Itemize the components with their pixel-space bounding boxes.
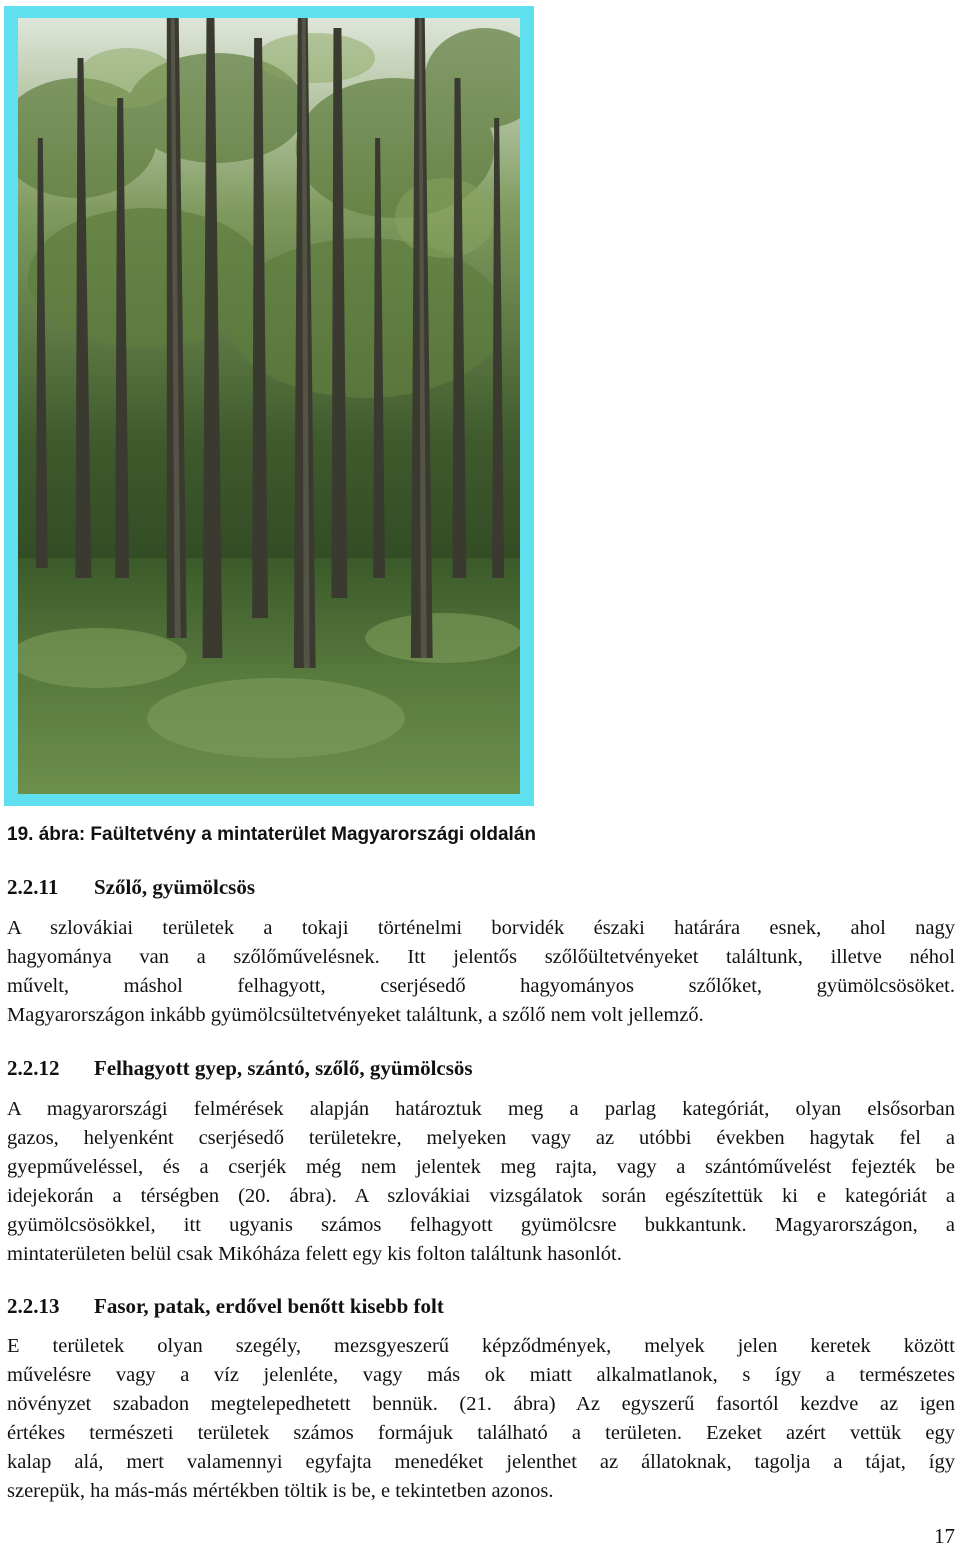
- figure-caption: 19. ábra: Faültetvény a mintaterület Magyarországi oldalán: [7, 824, 536, 845]
- section-paragraph-2-2-11: [7, 914, 955, 1030]
- paragraph-line: növényzet szabadon megtelepedhetett bennük. (21. ábra) Az egyszerű fasortól kezdve az igen: [7, 1393, 955, 1415]
- section-number: 2.2.12: [7, 1056, 60, 1080]
- paragraph-line: A magyarországi felmérések alapján határoztuk meg a parlag kategóriát, olyan elsősorban: [7, 1098, 955, 1120]
- forest-photo-image: [18, 18, 520, 794]
- section-heading-2-2-13: [7, 1294, 444, 1319]
- paragraph-line: gazos, helyenként cserjésedő területekre, melyeken vagy az utóbbi években hagytak fel a: [7, 1127, 955, 1149]
- paragraph-line: gyümölcsösökkel, itt ugyanis számos felhagyott gyümölcsre bukkantunk. Magyarországon, a: [7, 1214, 955, 1236]
- paragraph-line: művelésre vagy a víz jelenléte, vagy más ok miatt alkalmatlanok, s így a természetes: [7, 1364, 955, 1386]
- section-heading-2-2-11: [7, 875, 255, 900]
- forest-photo: [4, 6, 534, 806]
- section-heading-2-2-12: [7, 1056, 473, 1081]
- paragraph-line: szerepük, ha más-más mértékben töltik is be, e tekintetben azonos.: [7, 1480, 554, 1502]
- section-title: Fasor, patak, erdővel benőtt kisebb folt: [94, 1294, 444, 1318]
- section-number: 2.2.13: [7, 1294, 60, 1318]
- section-number: 2.2.11: [7, 875, 59, 899]
- page-number: 17: [934, 1524, 955, 1548]
- paragraph-line: E területek olyan szegély, mezsgyeszerű képződmények, melyek jelen keretek között: [7, 1335, 955, 1357]
- paragraph-line: idejekorán a térségben (20. ábra). A szlovákiai vizsgálatok során egészítettük ki e kategóriát a: [7, 1185, 955, 1207]
- paragraph-line: Magyarországon inkább gyümölcsültetvényeket találtunk, a szőlő nem volt jellemző.: [7, 1004, 704, 1026]
- paragraph-line: hagyománya van a szőlőművelésnek. Itt jelentős szőlőültetvényeket találtunk, illetve néhol: [7, 946, 955, 968]
- section-paragraph-2-2-12: [7, 1095, 955, 1269]
- section-title: Felhagyott gyep, szántó, szőlő, gyümölcsös: [94, 1056, 473, 1080]
- paragraph-line: gyepműveléssel, és a cserjék még nem jelentek meg rajta, vagy a szántóművelést fejezték be: [7, 1156, 955, 1178]
- paragraph-line: mintaterületen belül csak Mikóháza felett egy kis folton találtunk hasonlót.: [7, 1243, 622, 1265]
- section-paragraph-2-2-13: [7, 1332, 955, 1506]
- paragraph-line: értékes természeti területek számos formájuk található a területen. Ezeket azért vettük egy: [7, 1422, 955, 1444]
- paragraph-line: művelt, máshol felhagyott, cserjésedő hagyományos szőlőket, gyümölcsösöket.: [7, 975, 955, 997]
- section-title: Szőlő, gyümölcsös: [94, 875, 256, 899]
- paragraph-line: kalap alá, mert valamennyi egyfajta menedéket jelenthet az állatoknak, tagolja a tájat, így: [7, 1451, 955, 1473]
- paragraph-line: A szlovákiai területek a tokaji történelmi borvidék északi határára esnek, ahol nagy: [7, 917, 955, 939]
